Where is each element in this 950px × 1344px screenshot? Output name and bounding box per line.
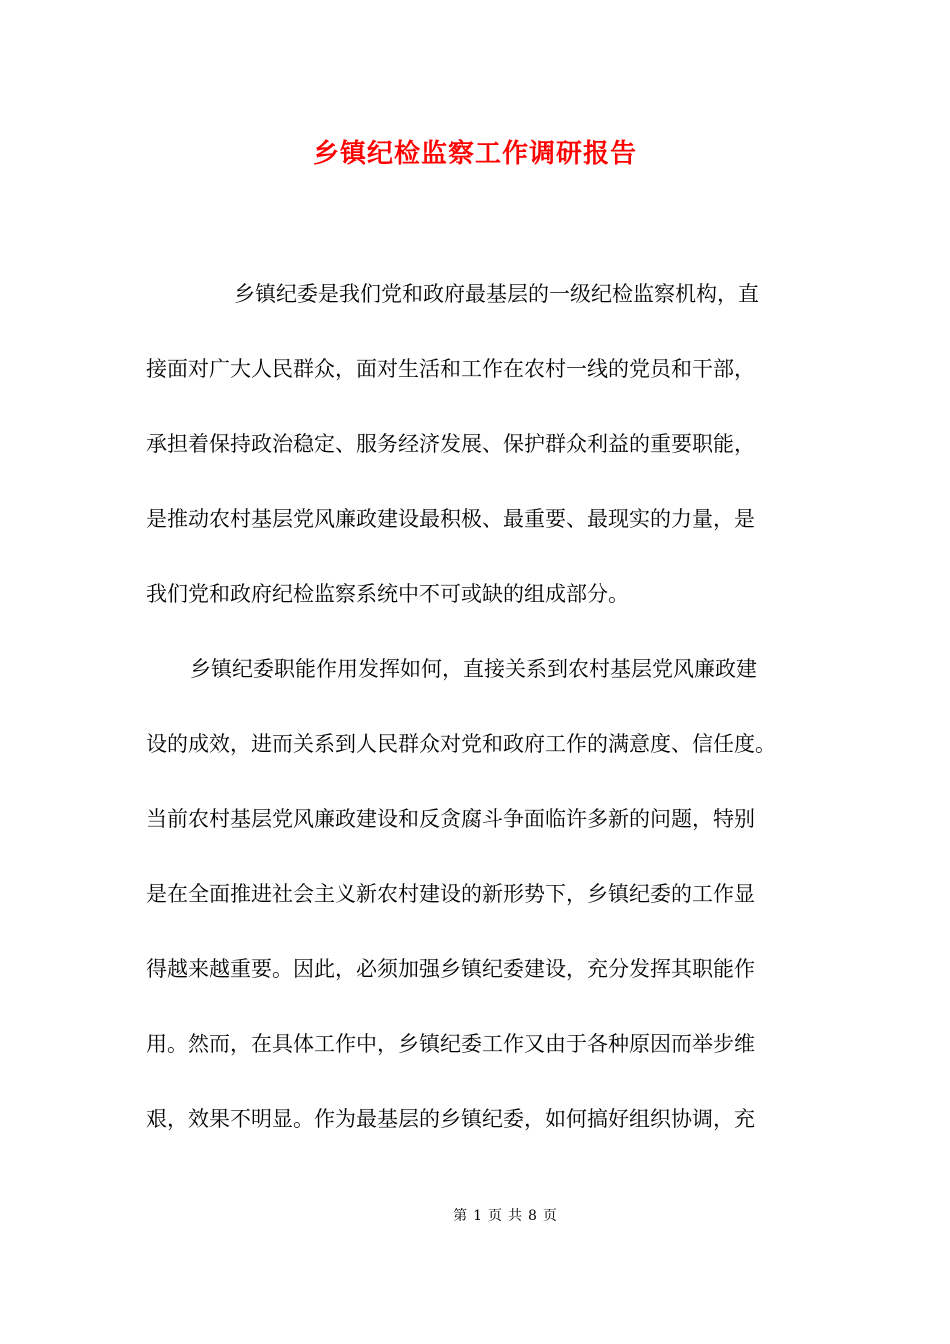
document-body — [146, 276, 806, 1176]
paragraph-2-line-2: 设的成效，进而关系到人民群众对党和政府工作的满意度、信任度。 — [146, 732, 776, 756]
paragraph-2-line-6: 用。然而，在具体工作中，乡镇纪委工作又由于各种原因而举步维 — [146, 1032, 755, 1056]
paragraph-2-line-3: 当前农村基层党风廉政建设和反贪腐斗争面临许多新的问题，特别 — [146, 807, 755, 831]
paragraph-1-line-1: 乡镇纪委是我们党和政府最基层的一级纪检监察机构，直 — [234, 282, 759, 306]
footer-prefix: 第 — [453, 1208, 468, 1224]
footer-total-pages: 8 — [528, 1208, 537, 1224]
footer-suffix: 页 — [542, 1208, 557, 1224]
footer-current-page: 1 — [473, 1208, 482, 1224]
paragraph-2-line-4: 是在全面推进社会主义新农村建设的新形势下，乡镇纪委的工作显 — [146, 882, 755, 906]
footer-total-prefix: 共 — [508, 1208, 522, 1224]
paragraph-1-line-4: 是推动农村基层党风廉政建设最积极、最重要、最现实的力量，是 — [146, 507, 755, 531]
paragraph-1-line-3: 承担着保持政治稳定、服务经济发展、保护群众利益的重要职能， — [146, 432, 755, 456]
paragraph-2-line-7: 艰，效果不明显。作为最基层的乡镇纪委，如何搞好组织协调，充 — [146, 1107, 755, 1131]
paragraph-2-line-5: 得越来越重要。因此，必须加强乡镇纪委建设，充分发挥其职能作 — [146, 957, 755, 981]
footer-page-word: 页 — [488, 1208, 502, 1224]
paragraph-2-line-1: 乡镇纪委职能作用发挥如何，直接关系到农村基层党风廉政建 — [190, 657, 757, 681]
page-title: 乡镇纪检监察工作调研报告 — [312, 139, 637, 169]
page-footer — [0, 1206, 950, 1226]
paragraph-1-line-2: 接面对广大人民群众，面对生活和工作在农村一线的党员和干部， — [146, 357, 755, 381]
paragraph-1-line-5: 我们党和政府纪检监察系统中不可或缺的组成部分。 — [146, 582, 629, 606]
